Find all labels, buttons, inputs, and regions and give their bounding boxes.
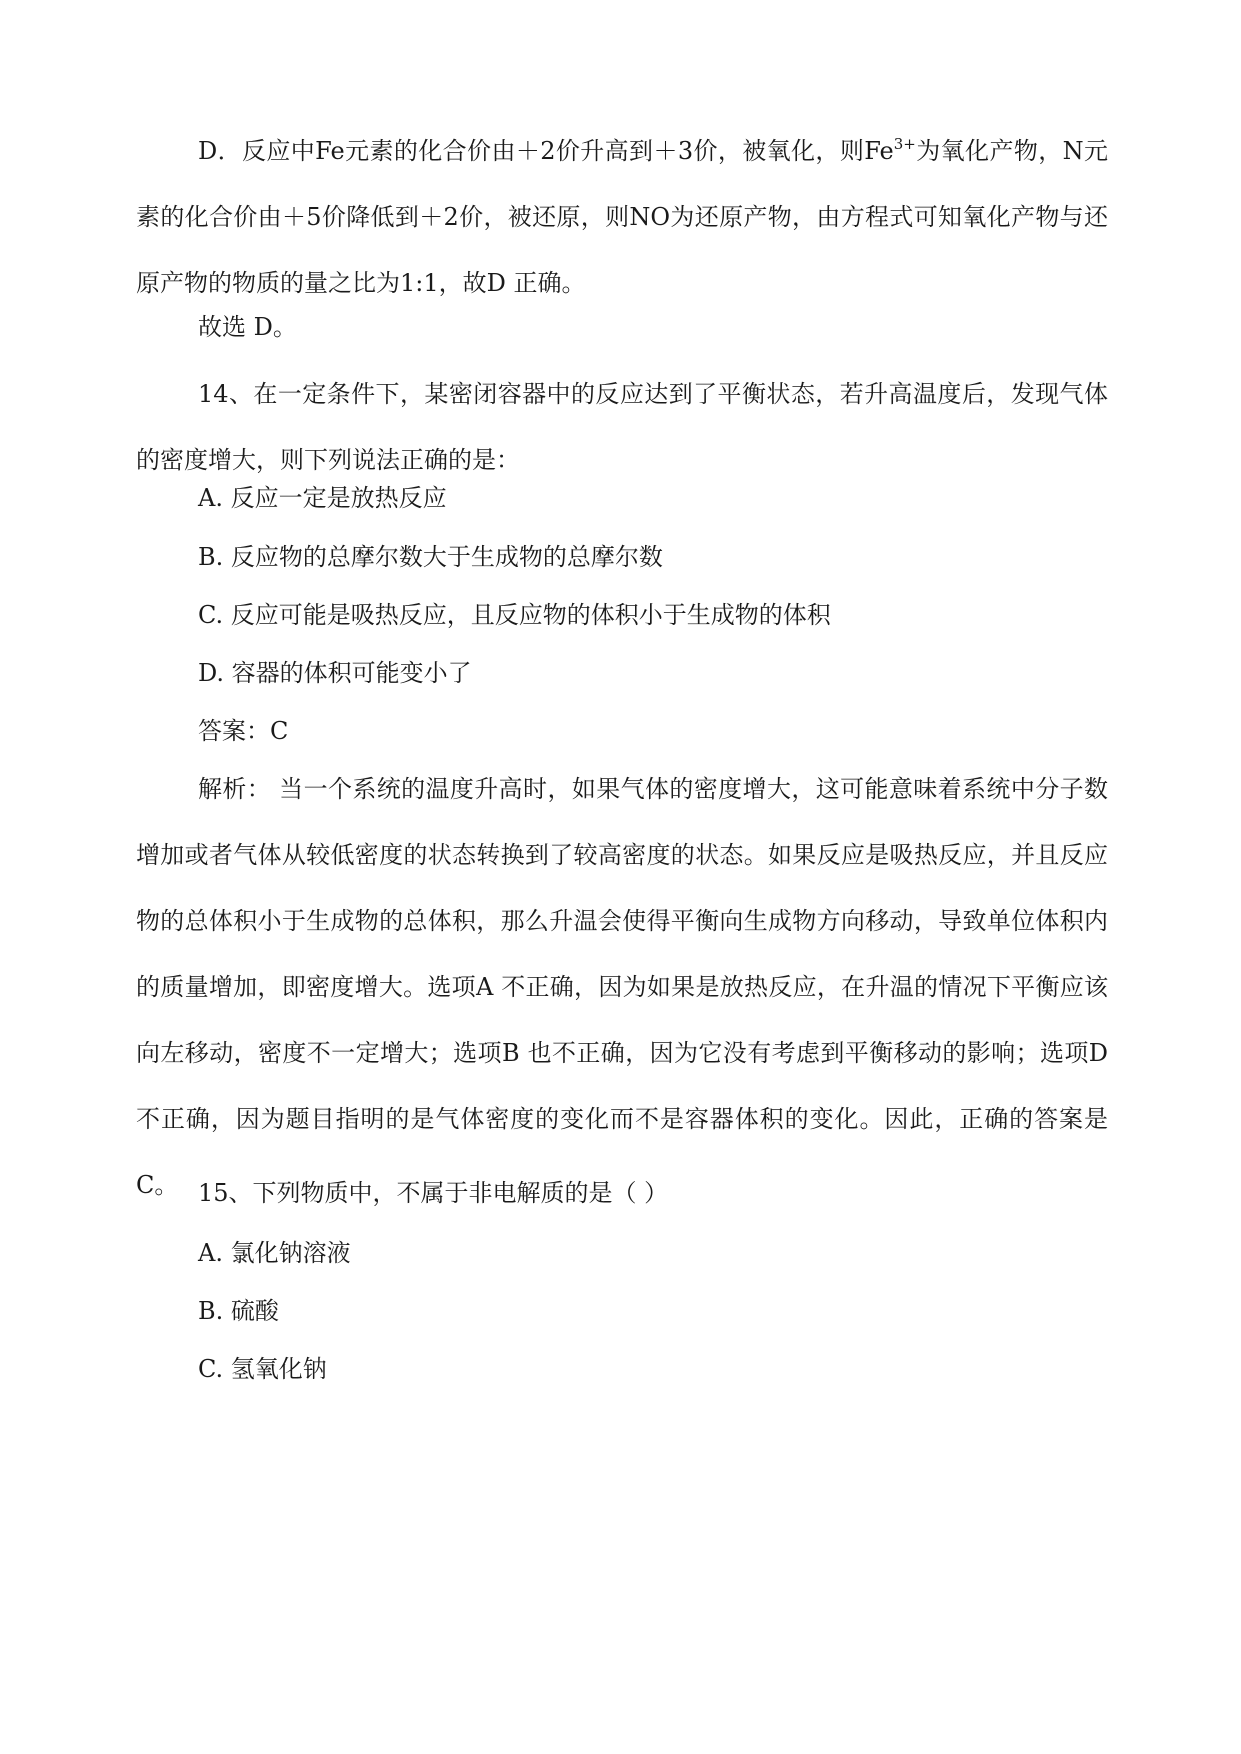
q13-analysis-d-text-2: 为氧化产物，N元素的化合价由＋5价降低到＋2价，被还原，则NO为还原产物，由方程式可知氧化产物与还原产物的物质的量之比为1:1，故D 正确。 <box>136 137 1109 297</box>
fe-charge-superscript: 3+ <box>893 135 916 153</box>
q13-conclusion: 故选 D。 <box>198 313 297 341</box>
q14-option-d: D. 容器的体积可能变小了 <box>198 659 472 687</box>
q15-stem: 15、下列物质中，不属于非电解质的是（ ） <box>198 1179 669 1207</box>
q15-option-c: C. 氢氧化钠 <box>198 1355 327 1383</box>
q14-analysis: 解析： 当一个系统的温度升高时，如果气体的密度增大，这可能意味着系统中分子数增加或者气体从较低密度的状态转换到了较高密度的状态。如果反应是吸热反应，并且反应物的总体积小于生成物的总体积，那么升温会使得平衡向生成物方向移动，导致单位体积内的质量增加，即密度增大。选项A 不正确，因为如果是放热反应，在升温的情况下平衡应该向左移动，密度不一定增大；选项B 也不正确，因为它没有考虑到平衡移动的影响；选项D 不正确，因为题目指明的是气体密度的变化而不是容器体积的变化。因此，正确的答案是C。 <box>136 775 1108 1199</box>
q14-option-b: B. 反应物的总摩尔数大于生成物的总摩尔数 <box>198 543 663 571</box>
q14-stem: 14、在一定条件下，某密闭容器中的反应达到了平衡状态，若升高温度后，发现气体的密度增大，则下列说法正确的是： <box>136 380 1108 474</box>
q13-analysis-d-text-1: D．反应中Fe元素的化合价由＋2价升高到＋3价，被氧化，则Fe <box>198 137 894 165</box>
q14-option-c: C. 反应可能是吸热反应，且反应物的体积小于生成物的体积 <box>198 601 831 629</box>
q14-option-a: A. 反应一定是放热反应 <box>198 484 447 512</box>
q14-answer: 答案：C <box>198 717 289 745</box>
q13-analysis-option-d <box>136 118 1108 316</box>
q15-option-b: B. 硫酸 <box>198 1297 279 1325</box>
q15-option-a: A. 氯化钠溶液 <box>198 1239 351 1267</box>
